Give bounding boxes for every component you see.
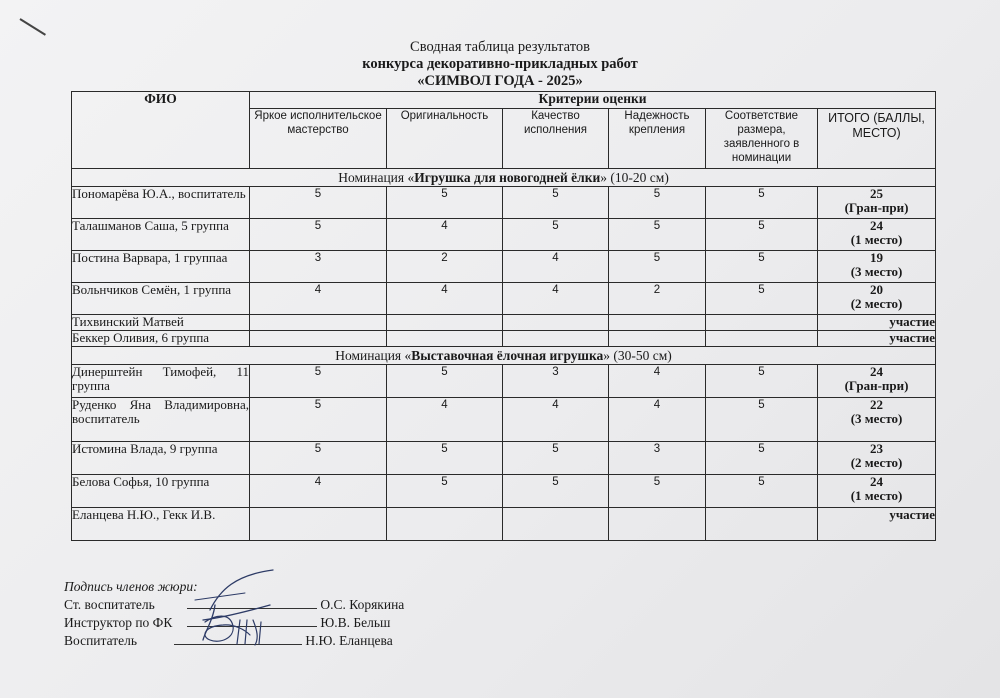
total-points: 24 <box>870 364 884 379</box>
participant-name: Динерштейн Тимофей, 11 группа <box>72 365 250 398</box>
table-row <box>72 283 936 315</box>
score-cell: 5 <box>387 475 503 508</box>
empty-cell <box>387 331 503 347</box>
score-cell: 5 <box>503 442 609 475</box>
score-cell: 5 <box>503 475 609 508</box>
score-cell: 4 <box>387 398 503 442</box>
total-cell <box>818 251 936 283</box>
participant-name: Талашманов Саша, 5 группа <box>72 219 250 251</box>
score-cell: 5 <box>387 365 503 398</box>
table-row <box>72 442 936 475</box>
title-line-2: конкурса декоративно-прикладных работ <box>362 56 638 72</box>
participant-name: Руденко Яна Владимировна, воспитатель <box>72 398 250 442</box>
empty-cell <box>250 315 387 331</box>
col-header-originality: Оригинальность <box>387 109 503 169</box>
empty-cell <box>387 508 503 541</box>
table-row <box>72 475 936 508</box>
total-cell <box>818 442 936 475</box>
total-points: 19 <box>870 250 884 265</box>
participant-name: Пономарёва Ю.А., воспитатель <box>72 187 250 219</box>
score-cell: 5 <box>609 251 706 283</box>
score-cell: 5 <box>503 187 609 219</box>
total-cell <box>818 187 936 219</box>
score-cell: 3 <box>609 442 706 475</box>
empty-cell <box>706 331 818 347</box>
empty-cell <box>706 315 818 331</box>
score-cell: 5 <box>706 398 818 442</box>
score-cell: 4 <box>250 283 387 315</box>
nomination-1-row <box>72 169 936 187</box>
nomination-prefix: Номинация « <box>338 170 415 185</box>
score-cell: 2 <box>609 283 706 315</box>
score-cell: 4 <box>609 398 706 442</box>
col-header-fastening: Надежность крепления <box>609 109 706 169</box>
participant-name: Беккер Оливия, 6 группа <box>72 331 250 347</box>
score-cell: 5 <box>387 442 503 475</box>
total-points: 24 <box>870 474 884 489</box>
empty-cell <box>250 331 387 347</box>
total-points: 25 <box>870 186 884 201</box>
empty-cell <box>387 315 503 331</box>
total-cell <box>818 475 936 508</box>
total-place: (Гран-при) <box>844 200 909 215</box>
score-cell: 3 <box>250 251 387 283</box>
empty-cell <box>503 508 609 541</box>
empty-cell <box>503 315 609 331</box>
score-cell: 5 <box>706 283 818 315</box>
table-row <box>72 331 936 347</box>
score-cell: 5 <box>609 187 706 219</box>
score-cell: 5 <box>250 219 387 251</box>
total-place: (1 место) <box>850 488 903 503</box>
signer-role: Инструктор по ФК <box>64 615 173 630</box>
participation-cell: участие <box>818 508 936 541</box>
table-row <box>72 251 936 283</box>
nomination-suffix: » (30-50 см) <box>603 348 672 363</box>
participant-name: Вольнчиков Семён, 1 группа <box>72 283 250 315</box>
total-points: 24 <box>870 218 884 233</box>
results-table <box>71 91 936 541</box>
table-row <box>72 508 936 541</box>
handwritten-signature <box>175 560 295 652</box>
col-header-size: Соответствие размера, заявленного в номинации <box>706 109 818 169</box>
total-cell <box>818 398 936 442</box>
nomination-name: Выставочная ёлочная игрушка <box>411 348 604 363</box>
table-row <box>72 365 936 398</box>
score-cell: 5 <box>250 187 387 219</box>
nomination-2-row <box>72 347 936 365</box>
total-place: (3 место) <box>850 411 903 426</box>
score-cell: 5 <box>609 219 706 251</box>
score-cell: 4 <box>387 283 503 315</box>
total-cell <box>818 219 936 251</box>
score-cell: 5 <box>706 442 818 475</box>
pen-mark <box>19 18 46 36</box>
total-cell <box>818 283 936 315</box>
empty-cell <box>609 508 706 541</box>
total-place: (2 место) <box>850 296 903 311</box>
score-cell: 4 <box>250 475 387 508</box>
participant-name: Еланцева Н.Ю., Гекк И.В. <box>72 508 250 541</box>
score-cell: 4 <box>503 398 609 442</box>
total-place: (1 место) <box>850 232 903 247</box>
col-header-quality: Качество исполнения <box>503 109 609 169</box>
total-place: (2 место) <box>850 455 903 470</box>
signer-role: Ст. воспитатель <box>64 597 155 612</box>
empty-cell <box>250 508 387 541</box>
criteria-header: Критерии оценки <box>250 92 936 109</box>
signer-name: О.С. Корякина <box>320 597 405 612</box>
table-row <box>72 398 936 442</box>
score-cell: 4 <box>503 283 609 315</box>
score-cell: 5 <box>250 398 387 442</box>
score-cell: 5 <box>609 475 706 508</box>
participant-name: Тихвинский Матвей <box>72 315 250 331</box>
table-row <box>72 315 936 331</box>
fio-header: ФИО <box>72 92 250 169</box>
score-cell: 5 <box>706 365 818 398</box>
signer-role: Воспитатель <box>64 633 138 648</box>
participation-cell: участие <box>818 331 936 347</box>
participant-name: Истомина Влада, 9 группа <box>72 442 250 475</box>
total-points: 22 <box>870 397 884 412</box>
score-cell: 5 <box>706 187 818 219</box>
score-cell: 5 <box>706 219 818 251</box>
signer-name: Н.Ю. Еланцева <box>305 633 393 648</box>
participant-name: Белова Софья, 10 группа <box>72 475 250 508</box>
nomination-suffix: » (10-20 см) <box>600 170 669 185</box>
col-header-total: ИТОГО (БАЛЛЫ, МЕСТО) <box>818 109 936 169</box>
table-row <box>72 219 936 251</box>
total-place: (Гран-при) <box>844 378 909 393</box>
empty-cell <box>609 331 706 347</box>
score-cell: 4 <box>503 251 609 283</box>
score-cell: 5 <box>387 187 503 219</box>
total-points: 20 <box>870 282 884 297</box>
score-cell: 3 <box>503 365 609 398</box>
empty-cell <box>609 315 706 331</box>
total-cell <box>818 365 936 398</box>
nomination-prefix: Номинация « <box>335 348 412 363</box>
score-cell: 4 <box>387 219 503 251</box>
score-cell: 5 <box>706 475 818 508</box>
empty-cell <box>503 331 609 347</box>
title-line-1: Сводная таблица результатов <box>410 39 590 55</box>
signatures-heading: Подпись членов жюри: <box>64 579 198 594</box>
empty-cell <box>706 508 818 541</box>
score-cell: 5 <box>503 219 609 251</box>
score-cell: 5 <box>706 251 818 283</box>
score-cell: 4 <box>609 365 706 398</box>
score-cell: 5 <box>250 442 387 475</box>
col-header-mastery: Яркое исполнительское мастерство <box>250 109 387 169</box>
nomination-name: Игрушка для новогодней ёлки <box>414 170 601 185</box>
title-line-3: «СИМВОЛ ГОДА - 2025» <box>417 73 583 89</box>
participant-name: Постина Варвара, 1 группаа <box>72 251 250 283</box>
participation-cell: участие <box>818 315 936 331</box>
score-cell: 5 <box>250 365 387 398</box>
total-place: (3 место) <box>850 264 903 279</box>
table-row <box>72 187 936 219</box>
signer-name: Ю.В. Бельш <box>320 615 391 630</box>
total-points: 23 <box>870 441 884 456</box>
score-cell: 2 <box>387 251 503 283</box>
